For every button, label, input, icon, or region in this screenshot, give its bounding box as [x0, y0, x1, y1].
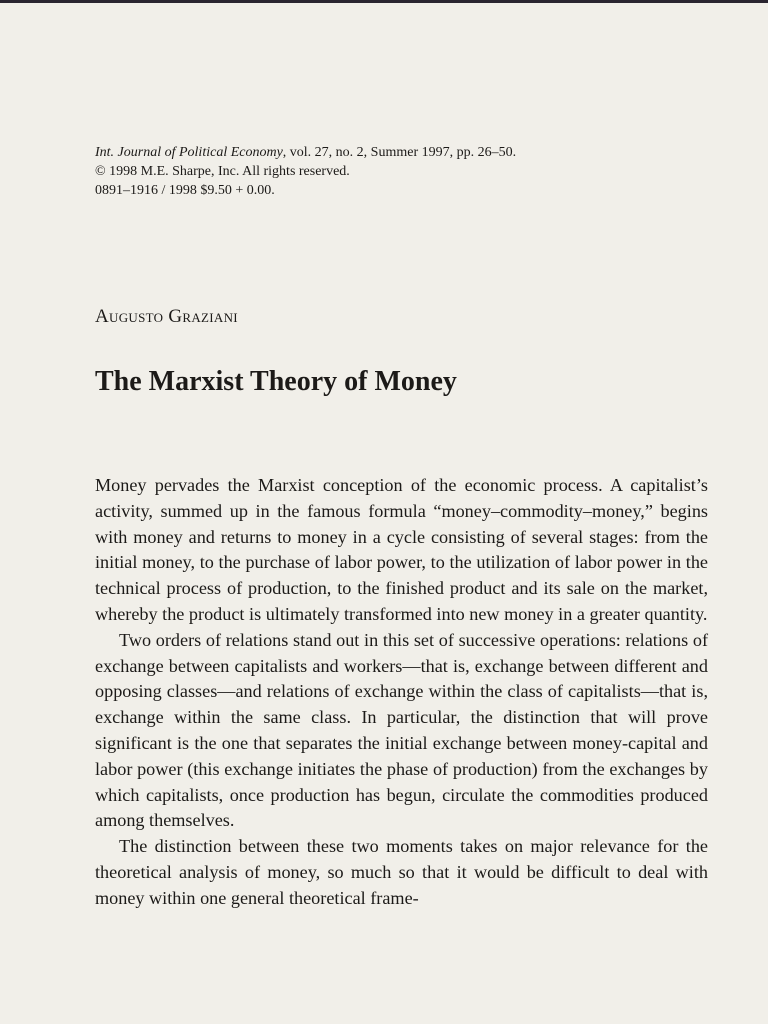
- article-body: [95, 473, 708, 912]
- author-name: Augusto Graziani: [95, 306, 238, 327]
- journal-details: , vol. 27, no. 2, Summer 1997, pp. 26–50.: [282, 145, 517, 160]
- article-title: The Marxist Theory of Money: [95, 366, 457, 397]
- issn-line: 0891–1916 / 1998 $9.50 + 0.00.: [95, 183, 275, 198]
- citation-journal-line: [95, 143, 695, 162]
- paragraph: Money pervades the Marxist conception of the economic process. A capitalist’s activity, summed up in the famous formula “money–commodity–money,” begins with money and returns to money in a cycle consisting of several stages: from the initial money, to the purchase of labor power, to the utilization of labor power in the technical process of production, to the finished product and its sale on the market, whereby the product is ultimately transformed into new money in a greater quantity.: [95, 475, 708, 624]
- copyright-line: © 1998 M.E. Sharpe, Inc. All rights reserved.: [95, 164, 350, 179]
- page-top-edge: [0, 0, 768, 3]
- citation-block: [95, 143, 695, 200]
- journal-name: Int. Journal of Political Economy: [95, 145, 283, 160]
- paragraph: The distinction between these two moments takes on major relevance for the theoretical analysis of money, so much so that it would be difficult to deal with money within one general theoretical frame-: [95, 836, 708, 908]
- paragraph: Two orders of relations stand out in this set of successive operations: relations of exchange between capitalists and workers—that is, exchange between different and opposing classes—and relations of exchange within the class of capitalists—that is, exchange within the same class. In particular, the distinction that will prove significant is the one that separates the initial exchange between money-capital and labor power (this exchange initiates the phase of production) from the exchanges by which capitalists, once production has begun, circulate the commodities produced among themselves.: [95, 629, 708, 831]
